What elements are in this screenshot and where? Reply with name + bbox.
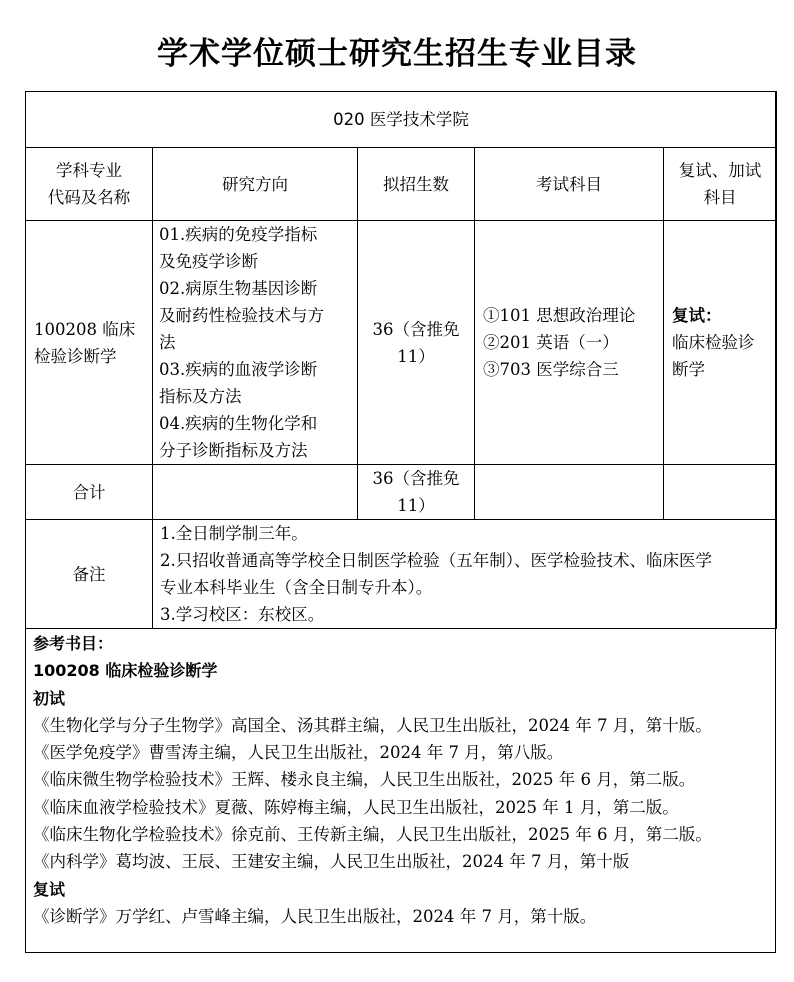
direction-line: 分子诊断指标及方法	[159, 441, 308, 460]
reference-book: 《临床生物化学检验技术》徐克前、王传新主编，人民卫生出版社，2025 年 6 月，第二版。	[33, 825, 712, 845]
header-major-line-1: 学科专业	[56, 161, 122, 180]
direction-line: 法	[159, 333, 176, 352]
catalog-table	[25, 91, 777, 629]
major-name-line-2: 检验诊断学	[34, 346, 117, 366]
retest-subject-line-1: 临床检验诊	[672, 333, 755, 352]
major-name-line-1: 100208 临床	[34, 319, 136, 339]
direction-line: 01.疾病的免疫学指标	[159, 225, 318, 244]
direction-line: 03.疾病的血液学诊断	[159, 360, 318, 379]
reference-book: 《临床血液学检验技术》夏薇、陈婷梅主编，人民卫生出版社，2025 年 1 月，第二版。	[33, 797, 679, 817]
major-name-cell	[26, 221, 153, 465]
header-quota: 拟招生数	[358, 148, 475, 221]
header-retest	[664, 148, 777, 221]
retest-cell	[664, 221, 777, 465]
exam-subjects-cell	[475, 221, 664, 465]
reference-book: 《诊断学》万学红、卢雪峰主编，人民卫生出版社，2024 年 7 月，第十版。	[33, 906, 597, 926]
reference-book: 《生物化学与分子生物学》高国全、汤其群主编，人民卫生出版社，2024 年 7 月，第十版。	[33, 715, 712, 735]
direction-cell	[153, 221, 358, 465]
exam-subject: ③703 医学综合三	[483, 360, 619, 379]
total-quota-line-2: 11）	[397, 496, 435, 515]
page-title: 学术学位硕士研究生招生专业目录	[157, 36, 637, 72]
preliminary-label: 初试	[33, 688, 66, 708]
note-item: 专业本科毕业生（含全日制专升本）。	[160, 578, 433, 597]
retest-label: 复试：	[672, 306, 722, 325]
references-section	[33, 630, 773, 930]
total-retest-empty	[664, 465, 777, 520]
note-item: 2.只招收普通高等学校全日制医学检验（五年制）、医学检验技术、临床医学	[160, 551, 712, 570]
retest-subject-line-2: 断学	[672, 360, 705, 379]
retest-books-label: 复试	[33, 879, 66, 899]
total-direction-empty	[153, 465, 358, 520]
notes-label: 备注	[26, 520, 153, 629]
header-retest-line-1: 复试、加试	[678, 161, 762, 180]
quota-line-2: 11）	[397, 346, 435, 366]
notes-cell	[153, 520, 777, 629]
references-major: 100208 临床检验诊断学	[33, 661, 218, 681]
exam-subject: ①101 思想政治理论	[483, 306, 636, 325]
school-title: 020 医学技术学院	[26, 92, 777, 148]
direction-line: 指标及方法	[159, 387, 242, 406]
references-title: 参考书目：	[33, 634, 114, 653]
header-major-line-2: 代码及名称	[47, 188, 131, 207]
header-major	[26, 148, 153, 221]
direction-line: 04.疾病的生物化学和	[159, 414, 318, 433]
total-quota-cell	[358, 465, 475, 520]
exam-subject: ②201 英语（一）	[483, 333, 619, 352]
header-retest-line-2: 科目	[703, 188, 737, 207]
direction-line: 及免疫学诊断	[159, 252, 258, 271]
reference-book: 《医学免疫学》曹雪涛主编，人民卫生出版社，2024 年 7 月，第八版。	[33, 743, 564, 763]
note-item: 1.全日制学制三年。	[160, 524, 308, 543]
header-direction: 研究方向	[153, 148, 358, 221]
reference-book: 《临床微生物学检验技术》王辉、楼永良主编，人民卫生出版社，2025 年 6 月，第二版。	[33, 770, 696, 790]
total-exam-empty	[475, 465, 664, 520]
note-item: 3.学习校区：东校区。	[160, 605, 325, 624]
quota-line-1: 36（含推免	[372, 319, 460, 339]
quota-cell	[358, 221, 475, 465]
direction-line: 及耐药性检验技术与方	[159, 306, 324, 325]
total-quota-line-1: 36（含推免	[372, 469, 460, 488]
direction-line: 02.病原生物基因诊断	[159, 279, 318, 298]
total-label: 合计	[26, 465, 153, 520]
header-exam: 考试科目	[475, 148, 664, 221]
reference-book: 《内科学》葛均波、王辰、王建安主编，人民卫生出版社，2024 年 7 月，第十版	[33, 852, 630, 872]
